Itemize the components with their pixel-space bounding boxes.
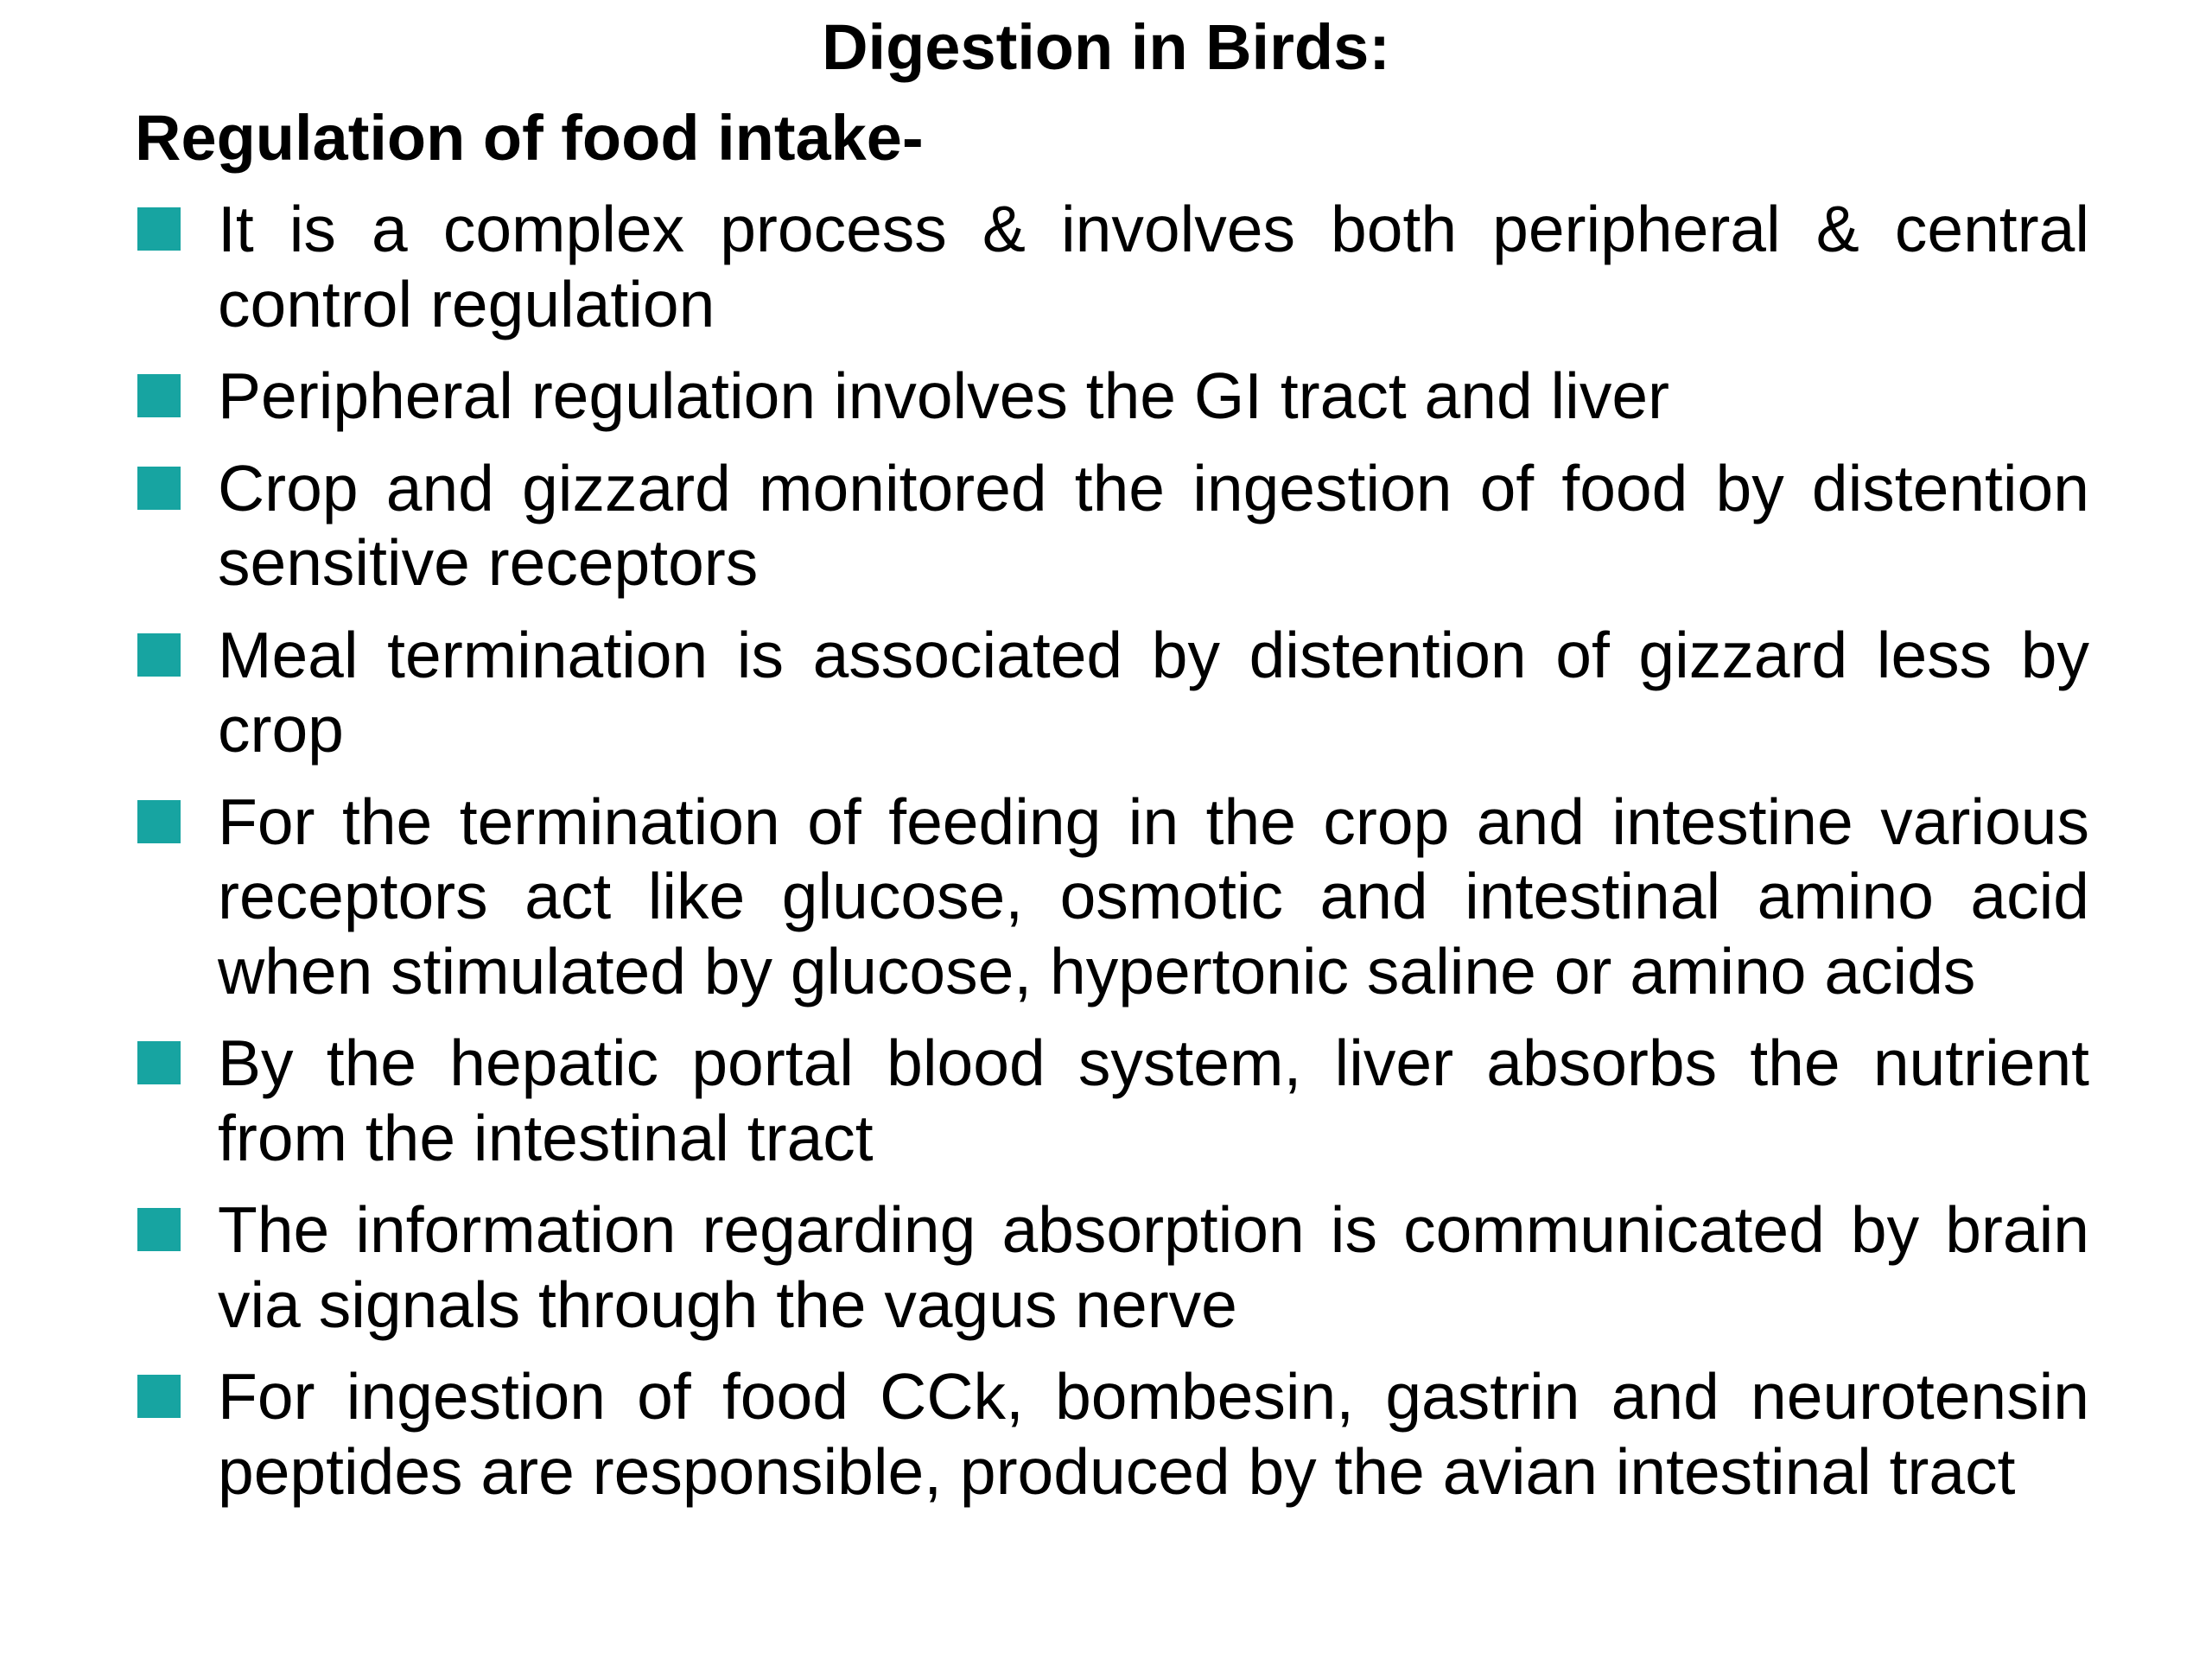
bullet-text: For the termination of feeding in the crop and intestine various receptors act like glucose, osmotic and intestinal amino acid when stimulated by glucose, hypertonic saline or amino acids bbox=[218, 785, 2089, 1007]
square-bullet-icon bbox=[137, 633, 181, 677]
slide-subtitle: Regulation of food intake- bbox=[135, 102, 924, 174]
bullet-text: It is a complex process & involves both peripheral & central control regulation bbox=[218, 193, 2089, 340]
square-bullet-icon bbox=[137, 207, 181, 251]
bullet-item bbox=[135, 1359, 2089, 1509]
slide-title: Digestion in Birds: bbox=[822, 11, 1390, 83]
bullet-list bbox=[135, 192, 2089, 1526]
square-bullet-icon bbox=[137, 1041, 181, 1084]
square-bullet-icon bbox=[137, 374, 181, 417]
bullet-text: Meal termination is associated by distention of gizzard less by crop bbox=[218, 618, 2089, 766]
bullet-text: Crop and gizzard monitored the ingestion of food by distention sensitive receptors bbox=[218, 451, 2089, 599]
bullet-item bbox=[135, 785, 2089, 1009]
square-bullet-icon bbox=[137, 1208, 181, 1251]
bullet-text: The information regarding absorption is communicated by brain via signals through the vagus nerve bbox=[218, 1193, 2089, 1341]
bullet-text: For ingestion of food CCk, bombesin, gastrin and neurotensin peptides are responsible, produced by the avian intestinal tract bbox=[218, 1360, 2089, 1508]
square-bullet-icon bbox=[137, 467, 181, 510]
square-bullet-icon bbox=[137, 1375, 181, 1418]
bullet-item bbox=[135, 451, 2089, 601]
bullet-item bbox=[135, 192, 2089, 341]
bullet-item bbox=[135, 618, 2089, 767]
square-bullet-icon bbox=[137, 800, 181, 843]
bullet-text: By the hepatic portal blood system, liver absorbs the nutrient from the intestinal tract bbox=[218, 1027, 2089, 1174]
bullet-item bbox=[135, 359, 2089, 434]
bullet-item bbox=[135, 1192, 2089, 1342]
bullet-item bbox=[135, 1026, 2089, 1175]
bullet-text: Peripheral regulation involves the GI tract and liver bbox=[218, 359, 1670, 432]
